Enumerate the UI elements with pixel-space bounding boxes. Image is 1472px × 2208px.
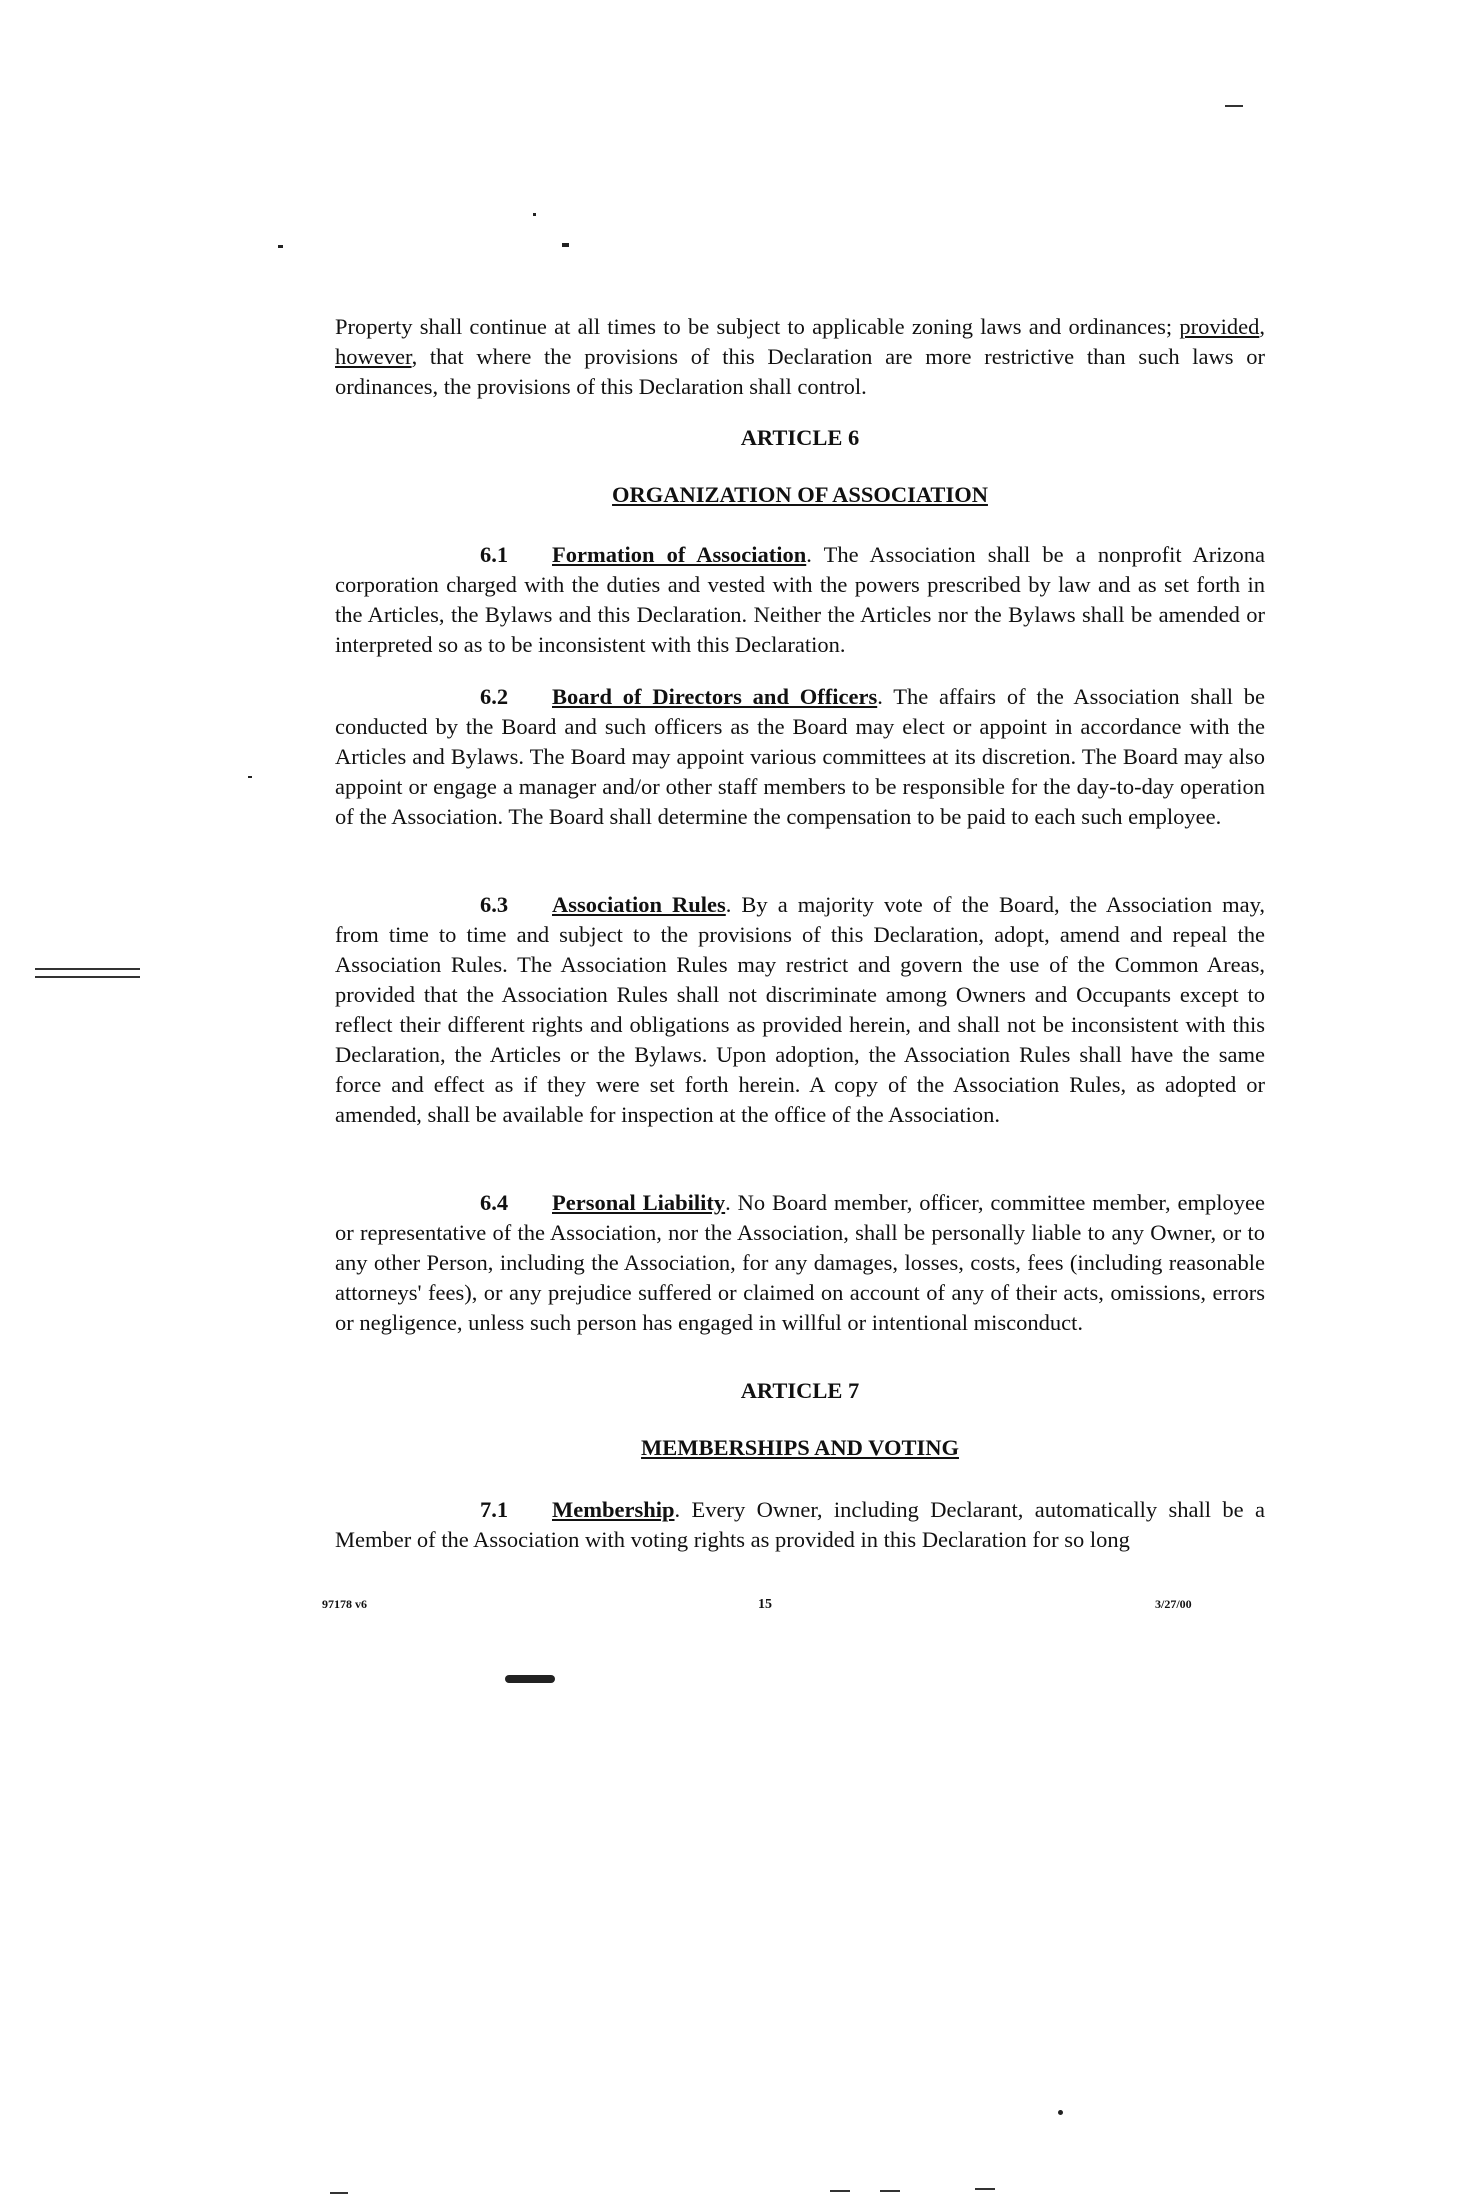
scan-line: [975, 2188, 995, 2190]
scan-speck: [278, 245, 283, 248]
scan-line: [880, 2190, 900, 2192]
scan-speck: [505, 1675, 555, 1683]
provided-term: provided: [1179, 314, 1260, 339]
intro-paragraph: Property shall continue at all times to be subject to applicable zoning laws and ordinances; provided, however, that where the provisions of this Declaration are more restrictive than such laws or ordinances, the provisions of this Declaration shall control.: [335, 314, 1265, 399]
scan-line: [35, 976, 140, 978]
section-7-1: [335, 1495, 1265, 1555]
section-number: 7.1: [480, 1497, 509, 1522]
section-caption: Association Rules: [552, 892, 726, 917]
section-caption: Formation of Association: [552, 542, 807, 567]
scan-speck: [248, 776, 252, 778]
section-6-2: [335, 682, 1265, 832]
section-6-4: [335, 1188, 1265, 1338]
section-text: . Every Owner, including Declarant, automatically shall be a Member of the Association with voting rights as provided in this Declaration for so long: [335, 1497, 1265, 1552]
section-caption: Membership: [552, 1497, 675, 1522]
scan-line: [1225, 105, 1243, 107]
section-number: 6.1: [480, 542, 509, 567]
footer-page-number: 15: [758, 1597, 772, 1612]
section-number: 6.4: [480, 1190, 509, 1215]
footer-date: 3/27/00: [1155, 1597, 1192, 1611]
scan-speck: [562, 243, 569, 247]
article-6-title: ARTICLE 6: [740, 425, 860, 450]
however-term: however: [335, 344, 412, 369]
scan-speck: [1058, 2110, 1063, 2115]
section-caption: Personal Liability: [552, 1190, 726, 1215]
article-6-subtitle: ORGANIZATION OF ASSOCIATION: [612, 482, 988, 507]
section-text: . The Association shall be a nonprofit Arizona corporation charged with the duties and vested with the powers prescribed by law and as set forth in the Articles, the Bylaws and this Declaration. Neither the Articles nor the Bylaws shall be amended or interpreted so as to be inconsistent with this Declaration.: [335, 542, 1265, 657]
scan-line: [35, 968, 140, 970]
section-caption: Board of Directors and Officers: [552, 684, 878, 709]
section-number: 6.2: [480, 684, 509, 709]
section-6-3: [335, 890, 1265, 1130]
scan-line: [330, 2192, 348, 2194]
footer-doc-id: 97178 v6: [322, 1597, 367, 1611]
section-text: . By a majority vote of the Board, the Association may, from time to time and subject to the provisions of this Declaration, adopt, amend and repeal the Association Rules. The Association Rules may restrict and govern the use of the Common Areas, provided that the Association Rules shall not discriminate among Owners and Occupants except to reflect their different rights and obligations as provided herein, and shall not be inconsistent with this Declaration, the Articles or the Bylaws. Upon adoption, the Association Rules shall have the same force and effect as if they were set forth herein. A copy of the Association Rules, as adopted or amended, shall be available for inspection at the office of the Association.: [335, 892, 1265, 1127]
section-text: . The affairs of the Association shall be conducted by the Board and such officers as the Board may elect or appoint in accordance with the Articles and Bylaws. The Board may appoint various committees at its discretion. The Board may also appoint or engage a manager and/or other staff members to be responsible for the day-to-day operation of the Association. The Board shall determine the compensation to be paid to each such employee.: [335, 684, 1265, 829]
scan-speck: [533, 213, 536, 216]
section-number: 6.3: [480, 892, 509, 917]
section-text: . No Board member, officer, committee member, employee or representative of the Association, nor the Association, shall be personally liable to any Owner, or to any other Person, including the Association, for any damages, losses, costs, fees (including reasonable attorneys' fees), or any prejudice suffered or claimed on account of any of their acts, omissions, errors or negligence, unless such person has engaged in willful or intentional misconduct.: [335, 1190, 1265, 1335]
scan-line: [830, 2190, 850, 2192]
section-6-1: [335, 540, 1265, 660]
article-7-subtitle: MEMBERSHIPS AND VOTING: [641, 1435, 959, 1460]
article-7-title: ARTICLE 7: [740, 1378, 860, 1403]
